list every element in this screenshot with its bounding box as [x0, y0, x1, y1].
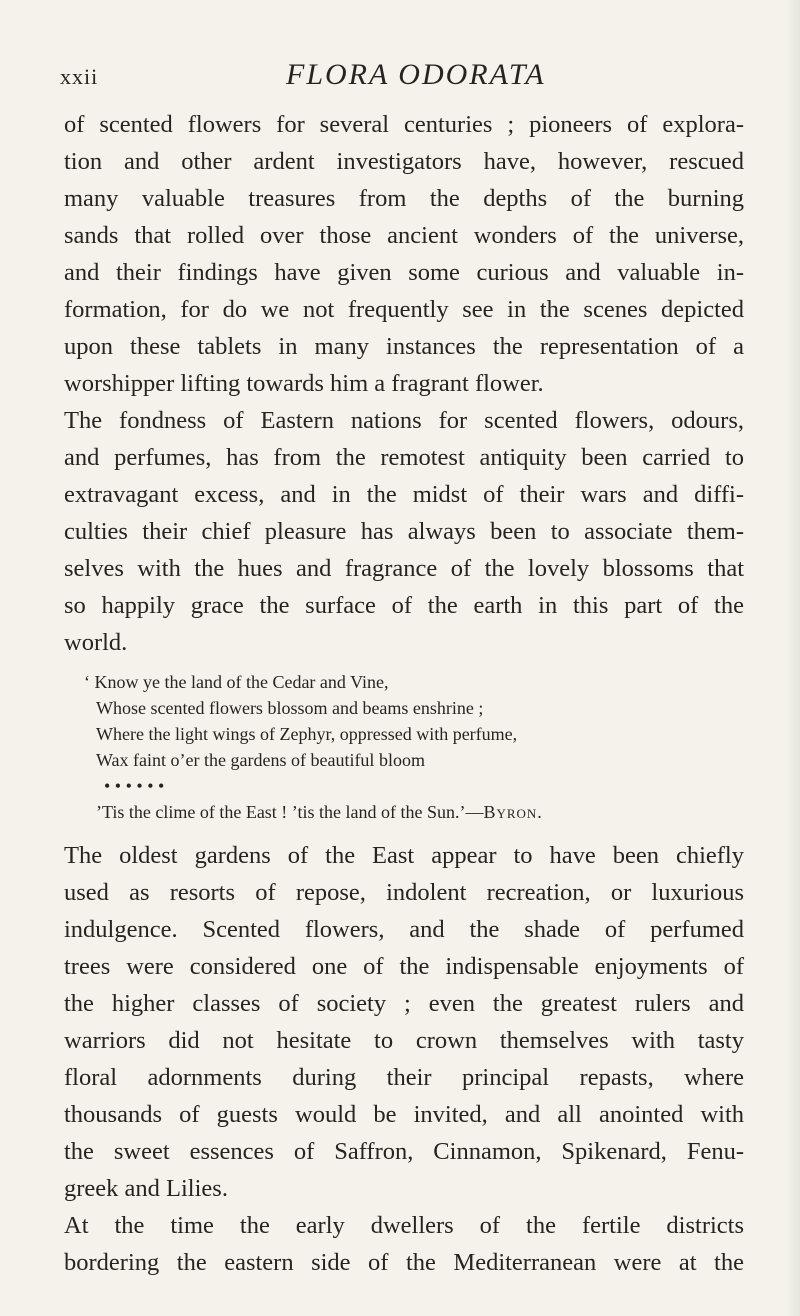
paragraph-4: [64, 1207, 744, 1281]
text-line: worshipper lifting towards him a fragrant flower.: [64, 370, 544, 397]
text-line: and their findings have given some curious and valuable in-: [64, 259, 744, 286]
text-line: the higher classes of society ; even the greatest rulers and: [64, 990, 744, 1017]
verse-line: Where the light wings of Zephyr, oppressed with perfume,: [96, 724, 518, 744]
text-line: many valuable treasures from the depths of the burning: [64, 185, 744, 212]
paragraph-1: [64, 106, 744, 402]
verse-ellipsis: • • • • • •: [104, 776, 165, 796]
verse-line: Wax faint o’er the gardens of beautiful bloom: [96, 750, 425, 770]
text-line: indulgence. Scented flowers, and the shade of perfumed: [64, 916, 744, 943]
verse-line: ‘ Know ye the land of the Cedar and Vine,: [84, 672, 389, 692]
text-line: of scented flowers for several centuries ; pioneers of explora-: [64, 111, 744, 138]
verse-final-text: ’Tis the clime of the East ! ’tis the land of the Sun.’—: [96, 802, 484, 822]
page-number: xxii: [60, 64, 99, 89]
text-line: floral adornments during their principal repasts, where: [64, 1064, 744, 1091]
text-line: the sweet essences of Saffron, Cinnamon, Spikenard, Fenu-: [64, 1138, 744, 1165]
text-line: extravagant excess, and in the midst of their wars and diffi-: [64, 481, 744, 508]
paragraph-2: [64, 402, 744, 661]
body-text: [64, 106, 744, 1281]
paragraph-3: [64, 837, 744, 1207]
text-line: At the time the early dwellers of the fertile districts: [64, 1212, 744, 1239]
running-head: [60, 58, 740, 98]
text-line: tion and other ardent investigators have, however, rescued: [64, 148, 744, 175]
verse-quotation: [64, 669, 744, 825]
text-line: and perfumes, has from the remotest antiquity been carried to: [64, 444, 744, 471]
text-line: bordering the eastern side of the Mediterranean were at the: [64, 1249, 744, 1276]
page-edge-shadow: [786, 0, 800, 1316]
text-line: sands that rolled over those ancient wonders of the universe,: [64, 222, 744, 249]
text-line: The fondness of Eastern nations for scented flowers, odours,: [64, 407, 744, 434]
text-line: so happily grace the surface of the earth in this part of the: [64, 592, 744, 619]
text-line: formation, for do we not frequently see in the scenes depicted: [64, 296, 744, 323]
text-line: world.: [64, 629, 128, 656]
verse-final-line: [84, 799, 744, 825]
text-line: upon these tablets in many instances the representation of a: [64, 333, 744, 360]
text-line: trees were considered one of the indispensable enjoyments of: [64, 953, 744, 980]
text-line: thousands of guests would be invited, and all anointed with: [64, 1101, 744, 1128]
running-title: FLORA ODORATA: [286, 58, 546, 91]
verse-attribution: Byron.: [483, 802, 543, 822]
verse-line: Whose scented flowers blossom and beams enshrine ;: [96, 698, 484, 718]
text-line: used as resorts of repose, indolent recreation, or luxurious: [64, 879, 744, 906]
text-line: The oldest gardens of the East appear to have been chiefly: [64, 842, 744, 869]
text-line: greek and Lilies.: [64, 1175, 228, 1202]
text-line: warriors did not hesitate to crown themselves with tasty: [64, 1027, 744, 1054]
text-line: selves with the hues and fragrance of the lovely blossoms that: [64, 555, 744, 582]
text-line: culties their chief pleasure has always been to associate them-: [64, 518, 744, 545]
